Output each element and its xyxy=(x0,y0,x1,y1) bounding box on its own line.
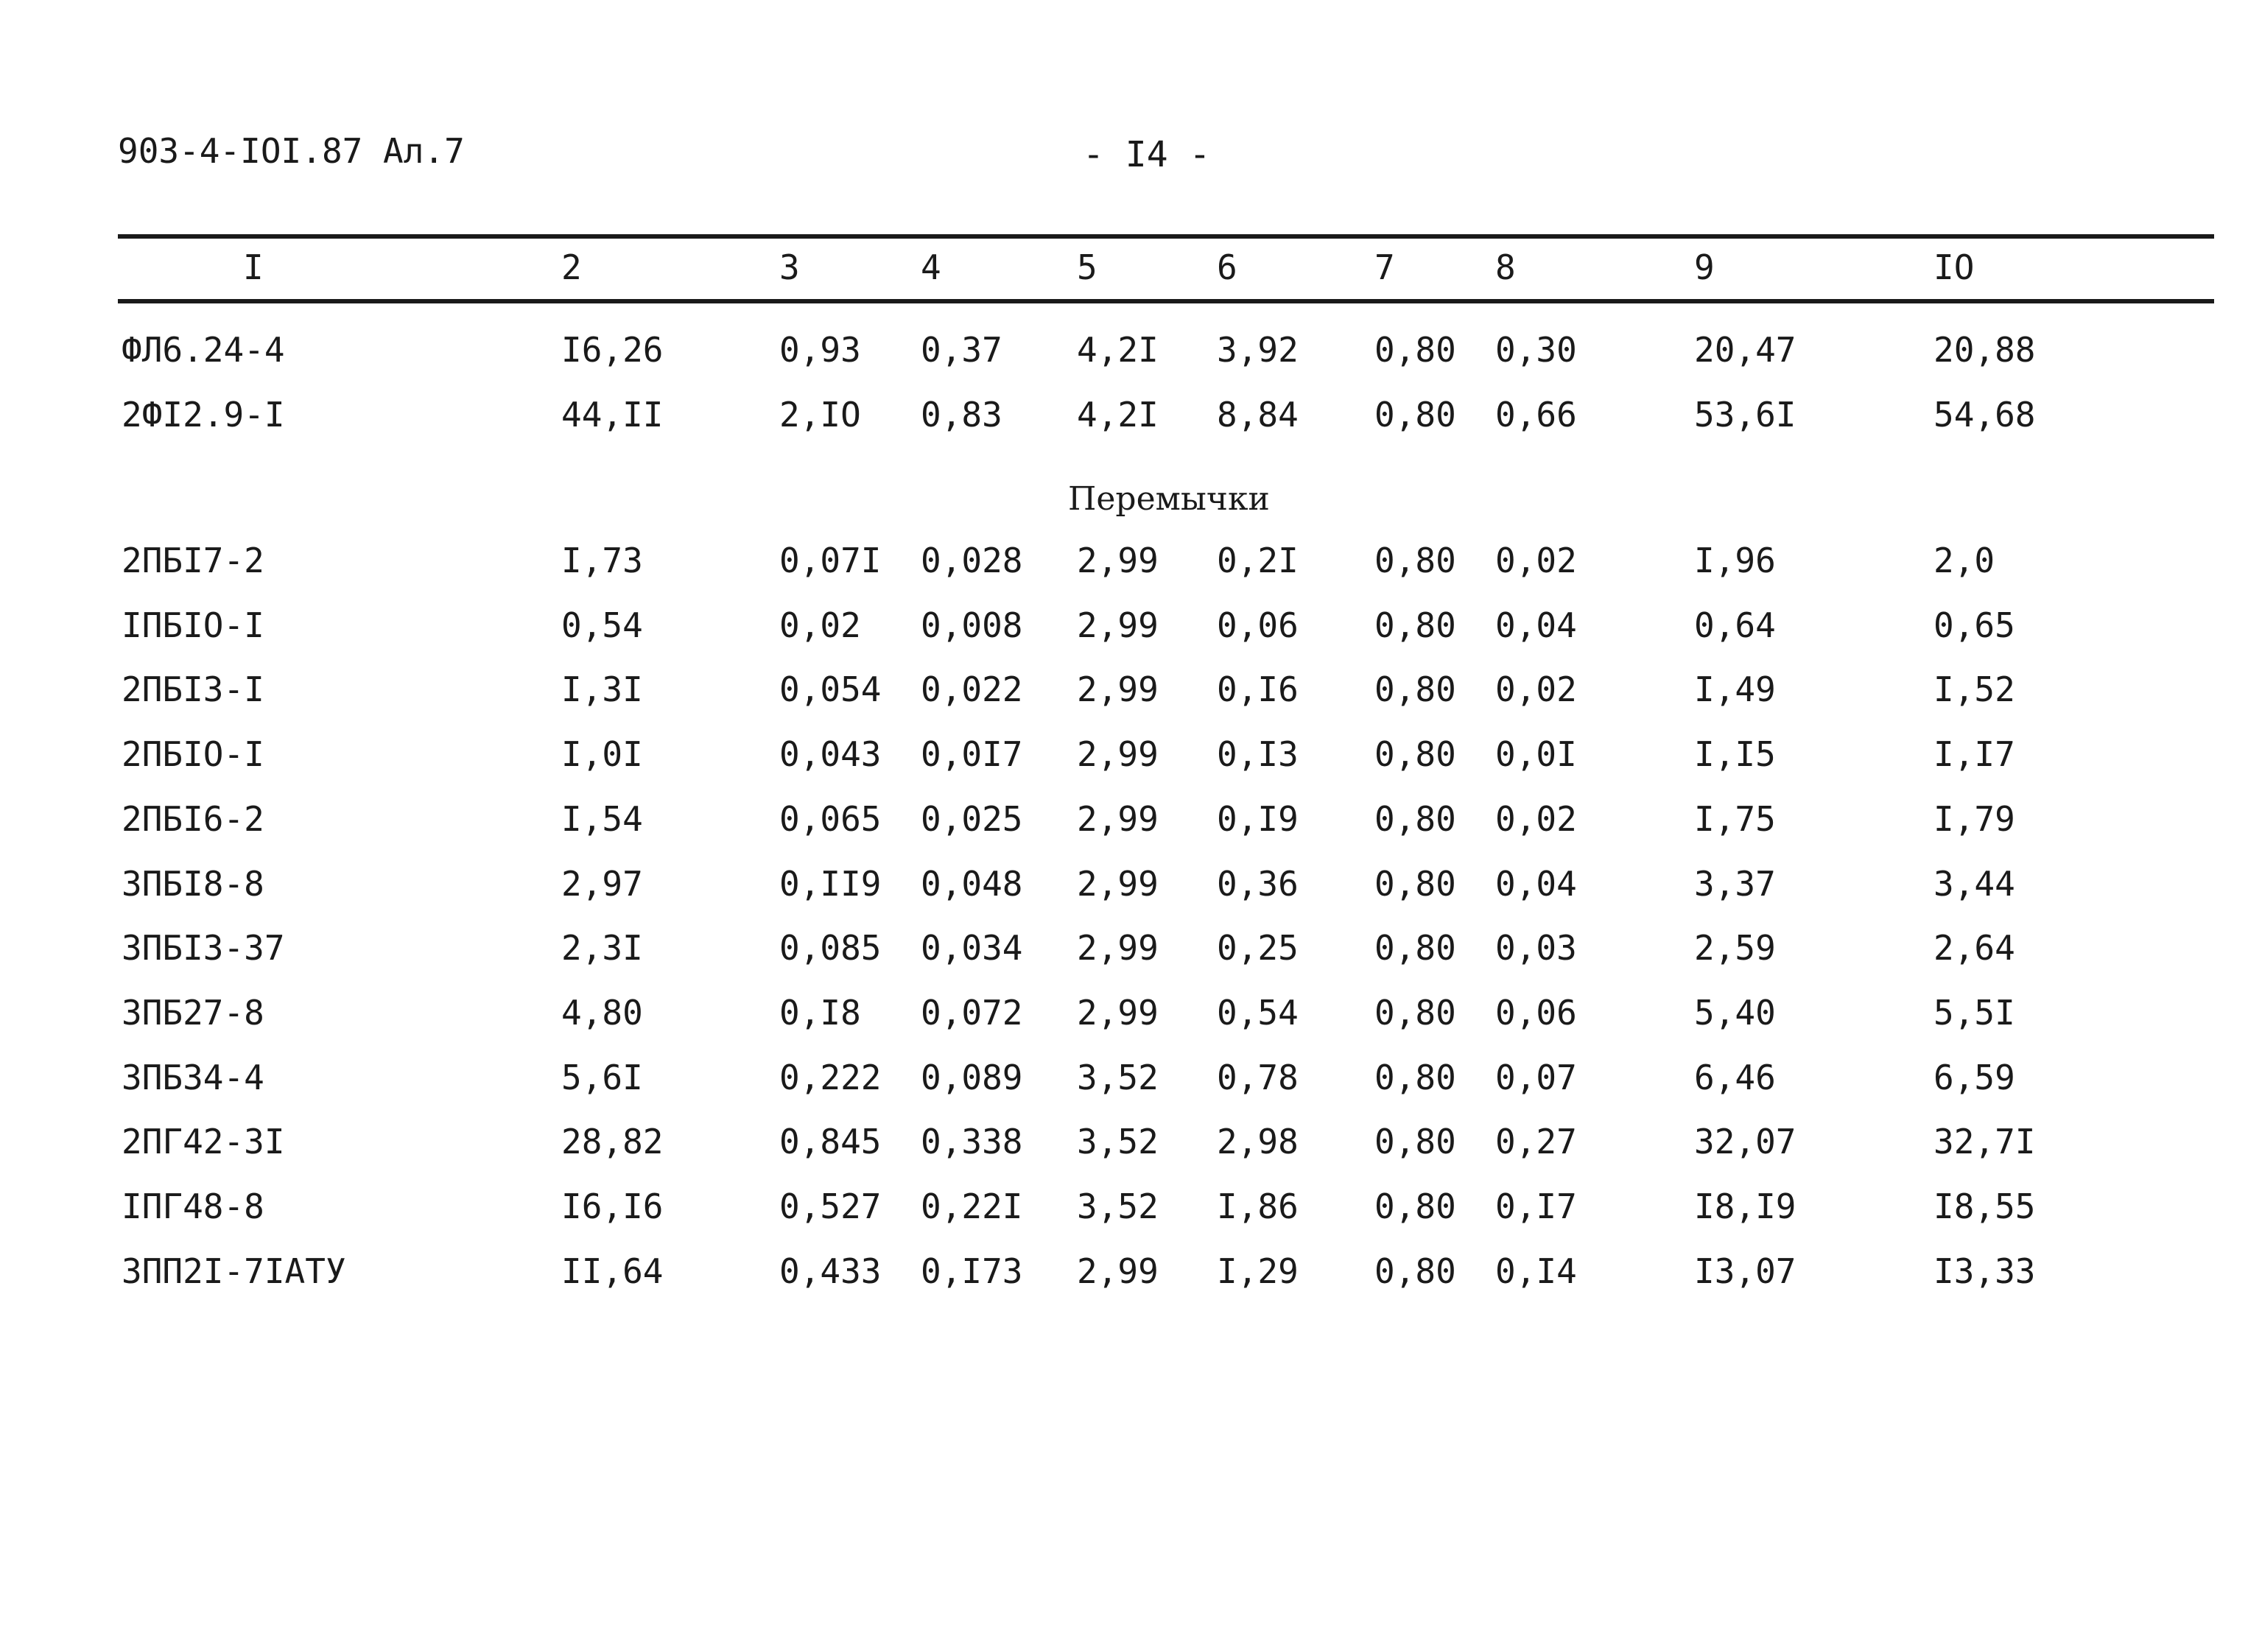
table-cell: I,96 xyxy=(1694,541,1776,580)
section-title: Перемычки xyxy=(1068,480,1270,518)
table-cell: I6,I6 xyxy=(561,1187,664,1226)
table-cell: 5,6I xyxy=(561,1058,643,1097)
table-cell: 44,II xyxy=(561,395,664,435)
table-cell: 0,30 xyxy=(1495,330,1577,370)
document-code: 903-4-IOI.87 Ал.7 xyxy=(118,131,465,171)
table-cell: 3,92 xyxy=(1217,330,1299,370)
table-cell: 2,99 xyxy=(1077,541,1159,580)
table-cell: I,I7 xyxy=(1933,734,2015,774)
table-cell: I,0I xyxy=(561,734,643,774)
table-cell: 0,008 xyxy=(921,605,1023,645)
table-cell: 0,80 xyxy=(1374,799,1456,839)
table-cell: 0,04 xyxy=(1495,605,1577,645)
table-cell: I8,55 xyxy=(1933,1187,2036,1226)
table-cell: 54,68 xyxy=(1933,395,2036,435)
table-cell: I,52 xyxy=(1933,669,2015,709)
table-cell: 0,65 xyxy=(1933,605,2015,645)
table-cell: I,I5 xyxy=(1694,734,1776,774)
table-top-rule xyxy=(118,234,2214,239)
table-cell: I,29 xyxy=(1217,1251,1299,1291)
table-cell: 0,06 xyxy=(1495,993,1577,1033)
column-header-2: 2 xyxy=(561,247,582,287)
table-cell: 32,7I xyxy=(1933,1122,2036,1161)
table-cell: 0,03 xyxy=(1495,928,1577,968)
table-cell: I3,07 xyxy=(1694,1251,1796,1291)
table-cell: 2,99 xyxy=(1077,1251,1159,1291)
table-cell: 2ФI2.9-I xyxy=(122,395,285,435)
table-cell: 0,54 xyxy=(561,605,643,645)
table-cell: 0,02 xyxy=(1495,669,1577,709)
table-cell: 0,80 xyxy=(1374,605,1456,645)
table-cell: 0,433 xyxy=(779,1251,882,1291)
table-cell: I,49 xyxy=(1694,669,1776,709)
table-cell: 2,0 xyxy=(1933,541,1995,580)
table-cell: 0,028 xyxy=(921,541,1023,580)
table-cell: II,64 xyxy=(561,1251,664,1291)
page-number: - I4 - xyxy=(1083,134,1211,175)
table-cell: 2,IO xyxy=(779,395,861,435)
table-cell: 2,64 xyxy=(1933,928,2015,968)
table-cell: 0,80 xyxy=(1374,928,1456,968)
table-cell: 2,99 xyxy=(1077,605,1159,645)
table-cell: I3,33 xyxy=(1933,1251,2036,1291)
table-cell: 0,80 xyxy=(1374,395,1456,435)
table-cell: 2,99 xyxy=(1077,799,1159,839)
table-cell: 0,II9 xyxy=(779,864,882,904)
table-cell: 0,54 xyxy=(1217,993,1299,1033)
table-cell: 0,02 xyxy=(1495,799,1577,839)
table-cell: 4,2I xyxy=(1077,330,1159,370)
table-cell: 0,36 xyxy=(1217,864,1299,904)
table-cell: 0,065 xyxy=(779,799,882,839)
table-cell: 2ПБI3-I xyxy=(122,669,264,709)
column-header-7: 7 xyxy=(1374,247,1395,287)
table-cell: I,54 xyxy=(561,799,643,839)
table-cell: 0,80 xyxy=(1374,669,1456,709)
table-cell: 0,80 xyxy=(1374,864,1456,904)
table-cell: 3ПП2I-7IАТУ xyxy=(122,1251,346,1291)
table-cell: 3ПБI3-37 xyxy=(122,928,285,968)
table-cell: 0,085 xyxy=(779,928,882,968)
table-cell: ФЛ6.24-4 xyxy=(122,330,285,370)
table-cell: 3,52 xyxy=(1077,1187,1159,1226)
table-cell: 0,I73 xyxy=(921,1251,1023,1291)
table-cell: 0,089 xyxy=(921,1058,1023,1097)
table-cell: 0,93 xyxy=(779,330,861,370)
table-cell: 28,82 xyxy=(561,1122,664,1161)
table-cell: I,73 xyxy=(561,541,643,580)
table-cell: 3,52 xyxy=(1077,1058,1159,1097)
table-cell: 6,59 xyxy=(1933,1058,2015,1097)
table-cell: 2,59 xyxy=(1694,928,1776,968)
table-cell: 3,52 xyxy=(1077,1122,1159,1161)
table-cell: 0,527 xyxy=(779,1187,882,1226)
table-cell: 0,07I xyxy=(779,541,882,580)
table-cell: 0,80 xyxy=(1374,1251,1456,1291)
column-header-10: IO xyxy=(1933,247,1975,287)
table-cell: 0,80 xyxy=(1374,1058,1456,1097)
table-cell: 0,83 xyxy=(921,395,1002,435)
table-cell: 2,3I xyxy=(561,928,643,968)
table-cell: 0,0I xyxy=(1495,734,1577,774)
table-cell: 2,98 xyxy=(1217,1122,1299,1161)
table-cell: I,75 xyxy=(1694,799,1776,839)
column-header-4: 4 xyxy=(921,247,941,287)
table-cell: 5,5I xyxy=(1933,993,2015,1033)
table-cell: 0,04 xyxy=(1495,864,1577,904)
table-cell: 4,2I xyxy=(1077,395,1159,435)
table-cell: 0,022 xyxy=(921,669,1023,709)
table-cell: 0,80 xyxy=(1374,734,1456,774)
table-cell: 0,I7 xyxy=(1495,1187,1577,1226)
table-cell: I6,26 xyxy=(561,330,664,370)
table-cell: 0,07 xyxy=(1495,1058,1577,1097)
column-header-1: I xyxy=(243,247,264,287)
table-cell: 0,I4 xyxy=(1495,1251,1577,1291)
table-cell: 32,07 xyxy=(1694,1122,1796,1161)
table-cell: 20,47 xyxy=(1694,330,1796,370)
table-cell: 2ПГ42-3I xyxy=(122,1122,285,1161)
table-cell: 2,99 xyxy=(1077,669,1159,709)
table-cell: 2,99 xyxy=(1077,928,1159,968)
table-cell: 0,02 xyxy=(779,605,861,645)
table-cell: IПГ48-8 xyxy=(122,1187,264,1226)
table-cell: 0,25 xyxy=(1217,928,1299,968)
table-cell: IПБIO-I xyxy=(122,605,264,645)
table-cell: I,79 xyxy=(1933,799,2015,839)
table-cell: 2,99 xyxy=(1077,734,1159,774)
table-cell: 2ПБI7-2 xyxy=(122,541,264,580)
table-cell: 0,0I7 xyxy=(921,734,1023,774)
table-cell: 0,37 xyxy=(921,330,1002,370)
table-cell: I,86 xyxy=(1217,1187,1299,1226)
table-cell: 0,054 xyxy=(779,669,882,709)
table-cell: 20,88 xyxy=(1933,330,2036,370)
table-cell: 0,845 xyxy=(779,1122,882,1161)
table-cell: 0,034 xyxy=(921,928,1023,968)
table-cell: 0,80 xyxy=(1374,1122,1456,1161)
table-cell: 0,048 xyxy=(921,864,1023,904)
table-cell: 0,072 xyxy=(921,993,1023,1033)
table-cell: 0,I9 xyxy=(1217,799,1299,839)
table-cell: 0,I8 xyxy=(779,993,861,1033)
table-cell: 3,37 xyxy=(1694,864,1776,904)
table-cell: 2,99 xyxy=(1077,864,1159,904)
table-cell: 0,22I xyxy=(921,1187,1023,1226)
table-cell: 0,02 xyxy=(1495,541,1577,580)
table-cell: 0,2I xyxy=(1217,541,1299,580)
column-header-9: 9 xyxy=(1694,247,1715,287)
table-cell: 0,66 xyxy=(1495,395,1577,435)
table-cell: 4,80 xyxy=(561,993,643,1033)
column-header-5: 5 xyxy=(1077,247,1097,287)
column-header-6: 6 xyxy=(1217,247,1237,287)
table-cell: 8,84 xyxy=(1217,395,1299,435)
table-cell: 3,44 xyxy=(1933,864,2015,904)
table-cell: 0,I6 xyxy=(1217,669,1299,709)
table-cell: 0,I3 xyxy=(1217,734,1299,774)
table-header-rule xyxy=(118,299,2214,303)
column-header-8: 8 xyxy=(1495,247,1516,287)
table-cell: 0,025 xyxy=(921,799,1023,839)
table-cell: 0,80 xyxy=(1374,993,1456,1033)
table-cell: 3ПБ34-4 xyxy=(122,1058,264,1097)
table-cell: 0,338 xyxy=(921,1122,1023,1161)
table-cell: I,3I xyxy=(561,669,643,709)
table-cell: 0,06 xyxy=(1217,605,1299,645)
table-cell: 53,6I xyxy=(1694,395,1796,435)
table-cell: 5,40 xyxy=(1694,993,1776,1033)
table-cell: 0,80 xyxy=(1374,541,1456,580)
table-cell: 0,78 xyxy=(1217,1058,1299,1097)
table-cell: 0,043 xyxy=(779,734,882,774)
table-cell: 2ПБIO-I xyxy=(122,734,264,774)
table-cell: 0,80 xyxy=(1374,330,1456,370)
table-cell: 3ПБ27-8 xyxy=(122,993,264,1033)
table-cell: 0,222 xyxy=(779,1058,882,1097)
column-header-3: 3 xyxy=(779,247,800,287)
table-cell: 3ПБI8-8 xyxy=(122,864,264,904)
table-cell: 2,99 xyxy=(1077,993,1159,1033)
table-cell: 2ПБI6-2 xyxy=(122,799,264,839)
table-cell: 2,97 xyxy=(561,864,643,904)
table-cell: 0,64 xyxy=(1694,605,1776,645)
table-cell: 6,46 xyxy=(1694,1058,1776,1097)
table-cell: 0,27 xyxy=(1495,1122,1577,1161)
table-cell: I8,I9 xyxy=(1694,1187,1796,1226)
table-cell: 0,80 xyxy=(1374,1187,1456,1226)
